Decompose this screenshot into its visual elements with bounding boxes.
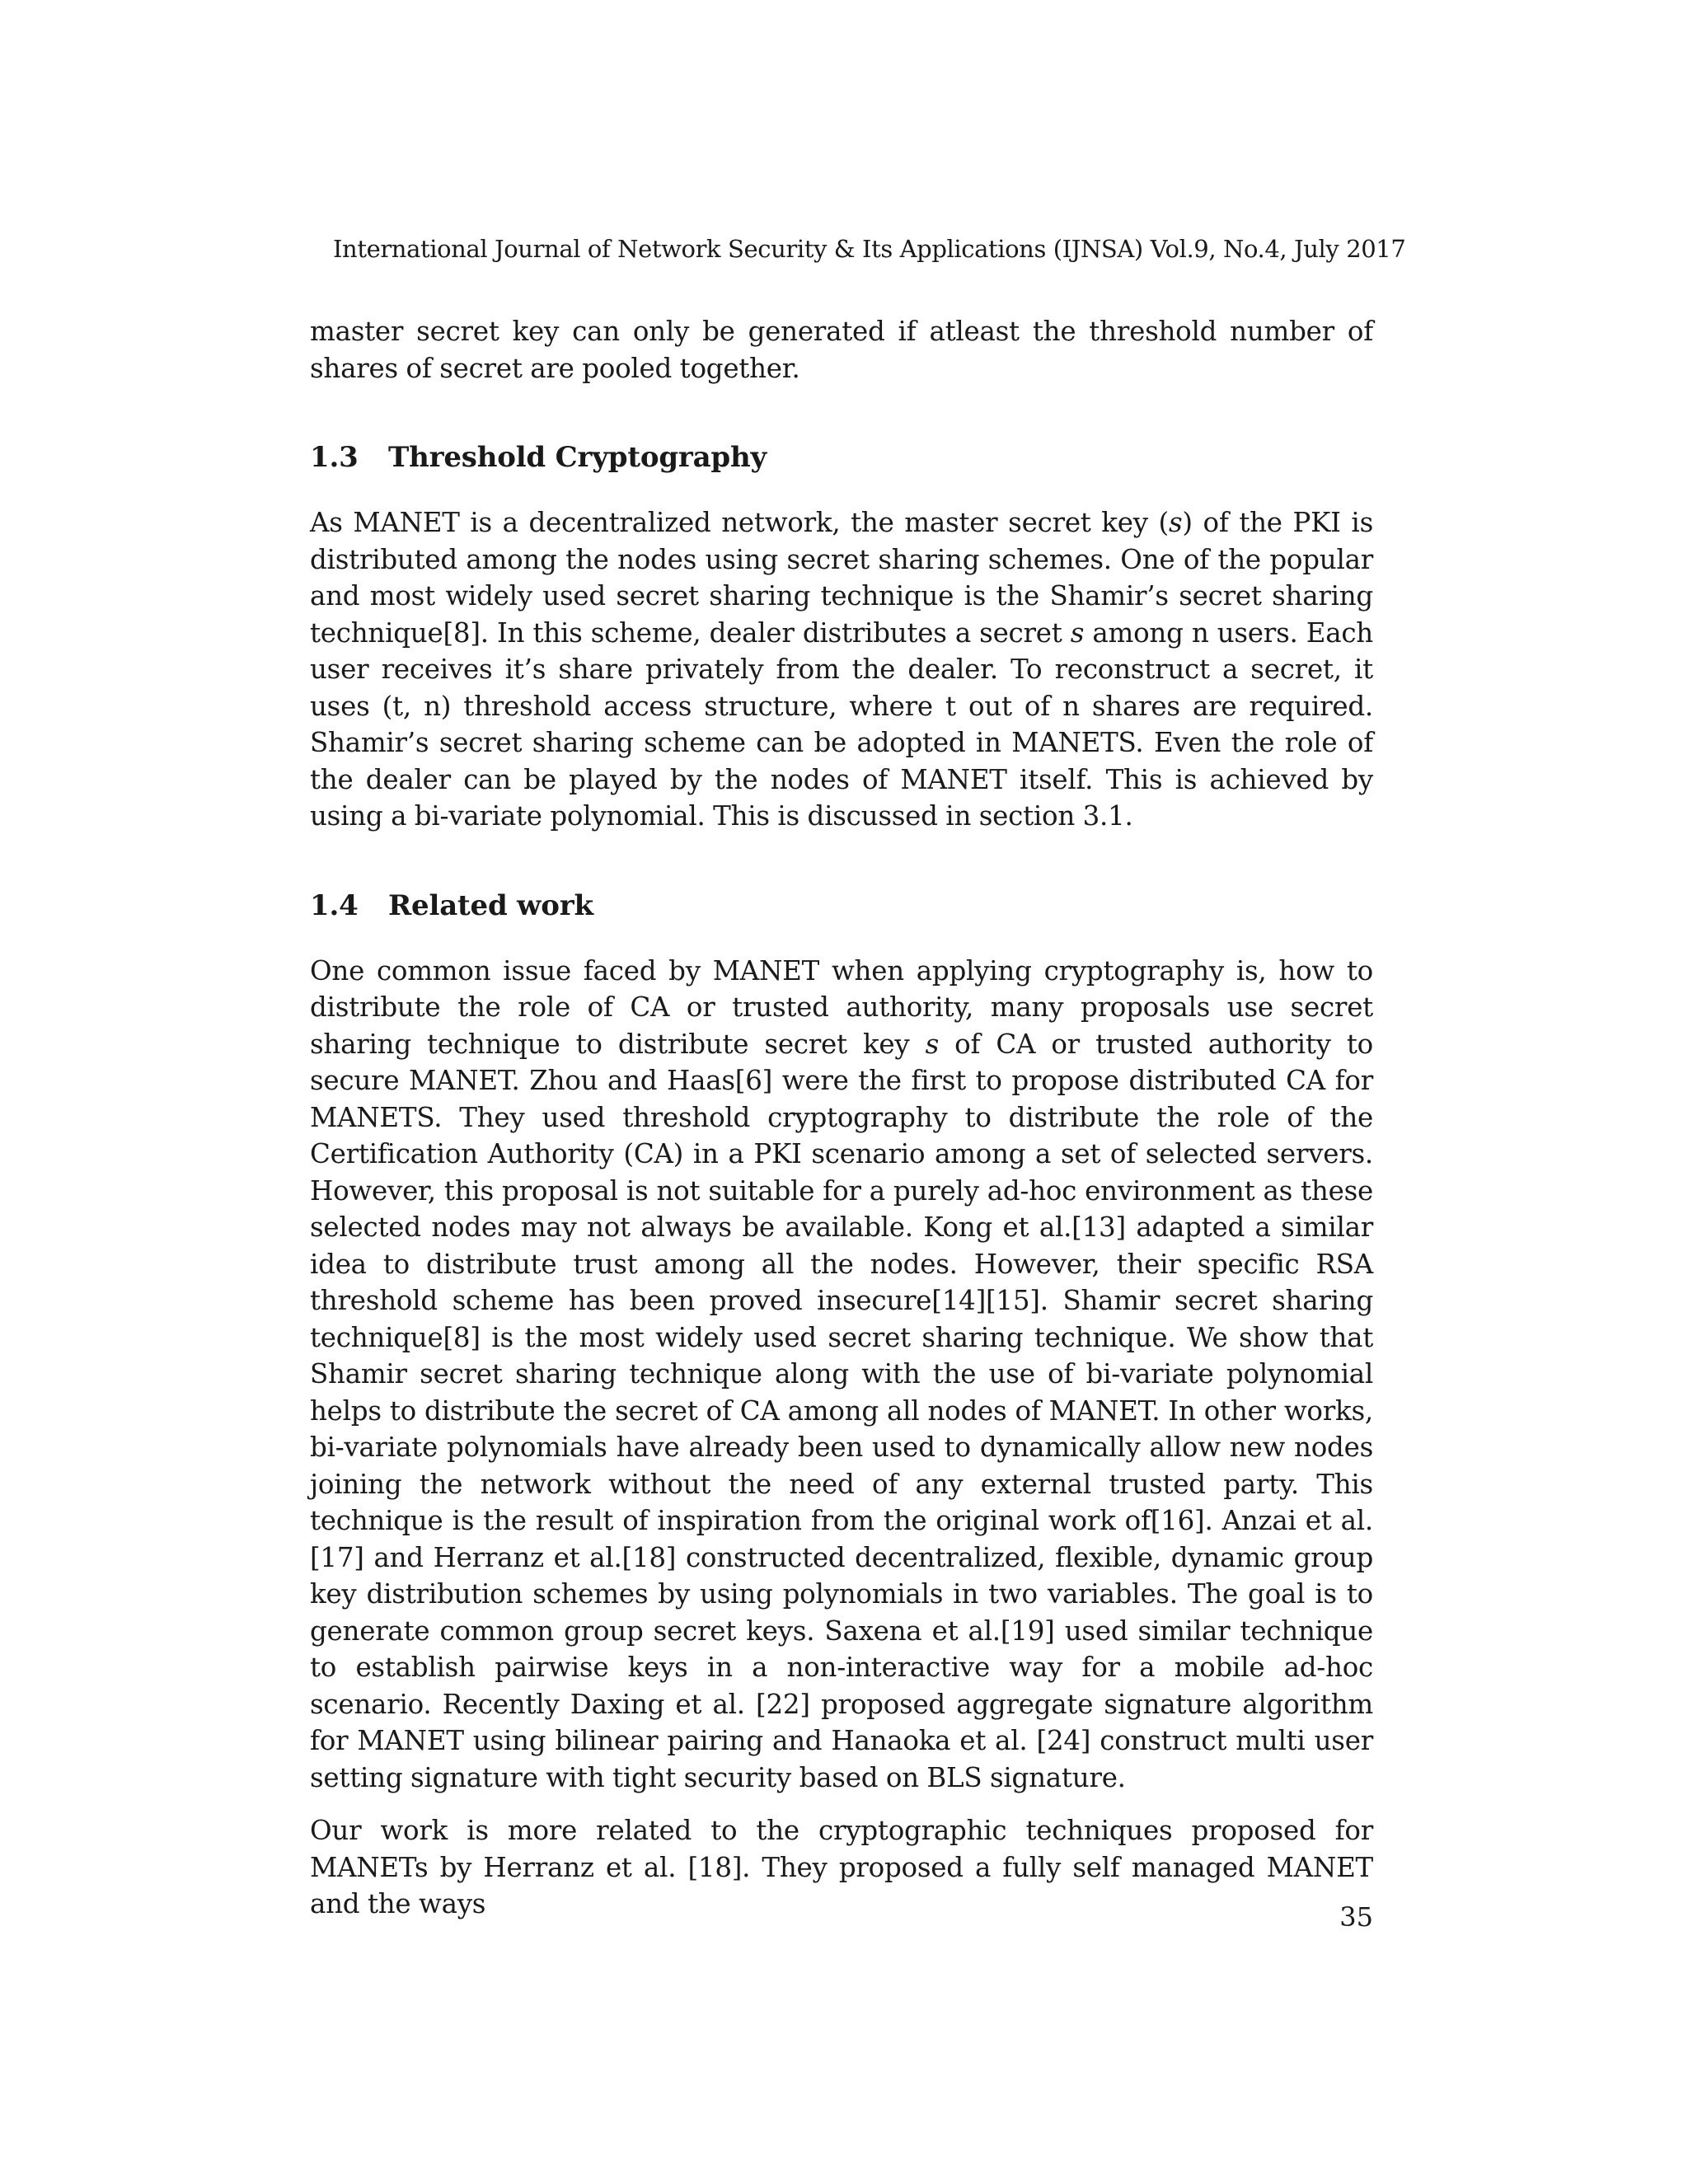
section-number: 1.3 — [310, 441, 359, 474]
main-text-column — [310, 313, 1373, 1923]
page-number: 35 — [1339, 1901, 1373, 1933]
paragraph-text: As MANET is a decentralized network, the master secret key ( — [310, 507, 1169, 538]
running-header: International Journal of Network Security & Its Applications (IJNSA) Vol.9, No.4, July 2017 — [333, 235, 1406, 263]
section-title: Related work — [388, 888, 593, 922]
section-heading-threshold-cryptography — [310, 439, 1373, 476]
math-variable-s: s — [1070, 616, 1085, 649]
section-heading-related-work — [310, 888, 1373, 924]
paragraph-text: ) of the PKI is distributed among the nodes using secret sharing schemes. One of the popular and most widely used secret sharing technique is the Shamir’s secret sharing technique[8]. In this scheme, dealer distributes a secret — [310, 507, 1373, 649]
math-variable-s: s — [1168, 507, 1183, 538]
paragraph-text: among n users. Each user receives it’s share privately from the dealer. To reconstruct a secret, it uses (t, n) threshold access structure, where t out of n shares are required. Shamir’s secret sharing scheme can be adopted in MANETS. Even the role of the dealer can be played by the nodes of MANET itself. This is achieved by using a bi-variate polynomial. This is discussed in section 3.1. — [310, 616, 1373, 832]
related-work-paragraph-2: Our work is more related to the cryptographic techniques proposed for MANETs by Herranz et al. [18]. They proposed a fully self managed MANET and the ways — [310, 1815, 1373, 1919]
intro-continuation-paragraph: master secret key can only be generated if atleast the threshold number of shares of secret are pooled together. — [310, 316, 1373, 384]
threshold-cryptography-paragraph — [310, 504, 1373, 835]
related-work-paragraph-1 — [310, 953, 1373, 1797]
paragraph-text: of CA or trusted authority to secure MANET. Zhou and Haas[6] were the first to propose distributed CA for MANETS. They used threshold cryptography to distribute the role of the Certification Authority (CA) in a PKI scenario among a set of selected servers. However, this proposal is not suitable for a purely ad-hoc environment as these selected nodes may not always be available. Kong et al.[13] adapted a similar idea to distribute trust among all the nodes. However, their specific RSA threshold scheme has been proved insecure[14][15]. Shamir secret sharing technique[8] is the most widely used secret sharing technique. We show that Shamir secret sharing technique along with the use of bi-variate polynomial helps to distribute the secret of CA among all nodes of MANET. In other works, bi-variate polynomials have already been used to dynamically allow new nodes joining the network without the need of any external trusted party. This technique is the result of inspiration from the original work of[16]. Anzai et al.[17] and Herranz et al.[18] constructed decentralized, flexible, dynamic group key distribution schemes by using polynomials in two variables. The goal is to generate common group secret keys. Saxena et al.[19] used similar technique to establish pairwise keys in a non-interactive way for a mobile ad-hoc scenario. Recently Daxing et al. [22] proposed aggregate signature algorithm for MANET using bilinear pairing and Hanaoka et al. [24] construct multi user setting signature with tight security based on BLS signature. — [310, 1028, 1373, 1793]
paragraph-text: One common issue faced by MANET when applying cryptography is, how to distribute the role of CA or trusted authority, many proposals use secret sharing technique to distribute secret key — [310, 954, 1373, 1060]
section-number: 1.4 — [310, 888, 359, 922]
math-variable-s: s — [925, 1028, 940, 1060]
section-title: Threshold Cryptography — [388, 441, 767, 474]
